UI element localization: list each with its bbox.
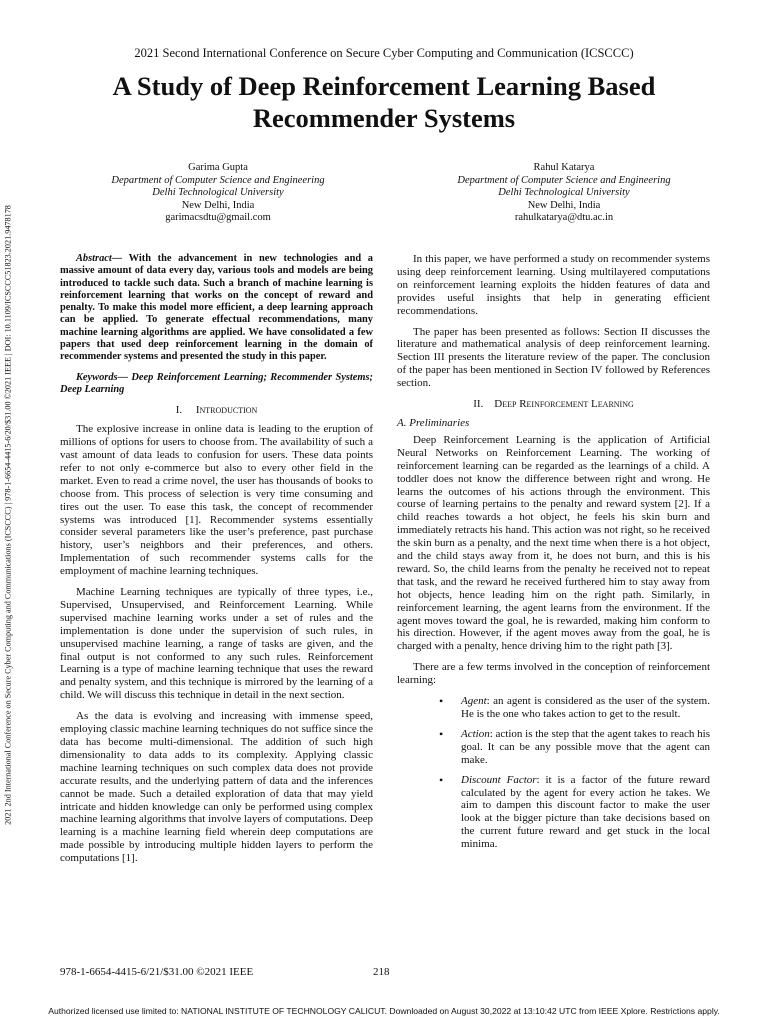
term-name: Action xyxy=(461,727,490,740)
author-email: garimacsdtu@gmail.com xyxy=(165,212,271,223)
author-univ: Delhi Technological University xyxy=(152,187,284,198)
term-name: Discount Factor xyxy=(461,773,537,786)
side-doi-text: 2021 2nd International Conference on Secure Cyber Computing and Communications (ICSCCC) | 978-1-6654-4415-6/20/$31.00 ©2021 IEEE | DOI: 10.1109/ICSCCC51823.2021.9478178 xyxy=(3,205,13,825)
side-doi-strip xyxy=(1,140,15,890)
subsection-heading: A. Preliminaries xyxy=(397,416,470,429)
list-item xyxy=(461,728,710,767)
conference-header: 2021 Second International Conference on Secure Cyber Computing and Communication (ICSCCC) xyxy=(134,46,634,60)
paper-title xyxy=(30,70,738,134)
keywords-text: Deep Reinforcement Learning; Recommender Systems; Deep Learning xyxy=(60,371,373,395)
title-line-2: Recommender Systems xyxy=(252,103,516,133)
intro-paragraph-1: The explosive increase in online data is leading to the eruption of millions of options for users to choose from. The availability of such a vast amount of data leads to confusion for users. These data points refer to not only e-commerce but also to every other field in the market. Even to read a crime novel, the user has thousands of books to choose from. This process of selection is very time consuming and tires out the user. To ease this task, the concept of recommender systems was introduced [1]. Recommender systems essentially consider several parameters like the user’s preference, past purchase history, user’s neighbors and their preferences, and others. Implementation of such recommender systems calls for the employment of machine learning techniques. xyxy=(60,423,373,578)
abstract-text: With the advancement in new technologies and a massive amount of data every day, various tools and models are being introduced to tackle such data. Such a branch of machine learning is reinforcement learning that works on the concept of reward and penalty. To make this model more efficient, a deep learning approach can be applied. To generate effectual recommendations, many machine learning algorithms are applied. We have consolidated a few papers that used deep reinforcement learning in the domain of recommender systems and presented the study in this paper. xyxy=(60,253,373,363)
author-name: Garima Gupta xyxy=(188,162,248,173)
author-dept: Department of Computer Science and Engineering xyxy=(111,174,325,186)
term-name: Agent xyxy=(461,695,487,708)
license-notice: Authorized licensed use limited to: NATIONAL INSTITUTE OF TECHNOLOGY CALICUT. Downloaded on August 30,2022 at 13:10:42 UTC from IEEE Xplore. Restrictions apply. xyxy=(48,1006,720,1016)
author-email: rahulkatarya@dtu.ac.in xyxy=(514,212,614,223)
intro-paragraph-4: In this paper, we have performed a study on recommender systems using deep reinforcement learning. Using multilayered computations on reinforcement learning exploits the hidden features of data and provides useful insights that help in generating efficient recommendations. xyxy=(397,253,710,317)
abstract xyxy=(60,253,373,364)
keywords-label: Keywords— xyxy=(76,371,128,383)
left-column xyxy=(60,253,373,873)
section-number: II. xyxy=(473,398,484,411)
term-text: : an agent is considered as the user of the system. He is the one who takes action to get to the result. xyxy=(461,695,710,720)
author-name: Rahul Katarya xyxy=(533,162,595,173)
drl-paragraph: Deep Reinforcement Learning is the application of Artificial Neural Networks on Reinforcement Learning. The working of reinforcement learning can be regarded as the learnings of a child. A toddler does not know the difference between right and wrong. He learns the outcomes of his actions through the environment. This course of learning pertains to the penalty and reward system [2]. If a child reaches towards a hot object, he feels his skin burn and immediately retracts his hand. This action was not right, so he received the skin burn as a penalty, and the next time when there is a hot object, and the child stays away from it, he does not burn, and this is his reward. So, the child learns from the penalty he received not to repeat that task, and the reward he received furthered him to stay away from hot objects, hence leading him on the right path. Similarly, in reinforcement learning, the agent learns from the environment. If the agent moves toward the goal, he is rewarded, making him conform to his direction. However, if the agent moves away from the goal, he is charged with a penalty, hence driving him to the right path [3]. xyxy=(397,433,710,653)
terms-intro: There are a few terms involved in the conception of reinforcement learning: xyxy=(397,661,710,687)
abstract-label: Abstract— xyxy=(76,253,123,264)
intro-paragraph-3: As the data is evolving and increasing with immense speed, employing classic machine learning techniques do not suffice since the data has become multi-dimensional. The addition of such high dimensionality to data adds to its complexity. Applying classic machine learning techniques on such complex data does not provide accurate results, and the underlying pattern of data and the inferences cannot be made. Such a detailed exploration of data that may yield intricate and hidden knowledge can only be performed using complex machine learning algorithms that involve layers of computations. Deep learning is a machine learning field wherein deep computations are made possible by introducing multiple hidden layers to perform the computations [1]. xyxy=(60,710,373,865)
intro-paragraph-5: The paper has been presented as follows: Section II discusses the literature and mathematical analysis of deep reinforcement learning. Section III presents the literature review of the paper. The conclusion of the paper has been mentioned in Section IV followed by References section. xyxy=(397,325,710,390)
author-block-2 xyxy=(414,162,714,225)
section-title: Deep Reinforcement Learning xyxy=(494,398,634,411)
term-text: : action is the step that the agent takes to reach his goal. It can be any possible move that the agent can make. xyxy=(461,727,710,766)
term-text: : it is a factor of the future reward calculated by the agent for every action he takes. We aim to dampen this discount factor to make the user look at the bigger picture than take decisions based on the current future reward and get stuck in the local minima. xyxy=(461,773,710,851)
intro-paragraph-2: Machine Learning techniques are typically of three types, i.e., Supervised, Unsupervised, and Reinforcement Learning. While supervised machine learning works under a set of rules and the implementation is done under the supervision of such rules, in unsupervised machine learning, a range of tasks are given, and the final output is not conformed to any such rules. Reinforcement Learning is a type of machine learning technique that uses the reward and penalty system, and this technique is mirrored by the learning of a child. We will discuss this technique in detail in the next section. xyxy=(60,586,373,702)
title-line-1: A Study of Deep Reinforcement Learning Based xyxy=(112,71,656,101)
section-heading-1 xyxy=(60,404,373,417)
author-univ: Delhi Technological University xyxy=(498,187,630,198)
section-heading-2 xyxy=(397,398,710,411)
page-number: 218 xyxy=(373,966,390,978)
footer-isbn: 978-1-6654-4415-6/21/$31.00 ©2021 IEEE xyxy=(60,966,254,978)
list-item xyxy=(461,695,710,721)
keywords xyxy=(60,372,373,397)
section-number: I. xyxy=(175,404,183,417)
author-block-1 xyxy=(68,162,368,225)
terms-list xyxy=(397,695,710,851)
list-item xyxy=(461,774,710,851)
author-city: New Delhi, India xyxy=(181,199,255,211)
section-title: Introduction xyxy=(195,404,258,417)
author-dept: Department of Computer Science and Engineering xyxy=(457,174,671,186)
author-city: New Delhi, India xyxy=(527,199,601,211)
right-column xyxy=(397,253,710,858)
